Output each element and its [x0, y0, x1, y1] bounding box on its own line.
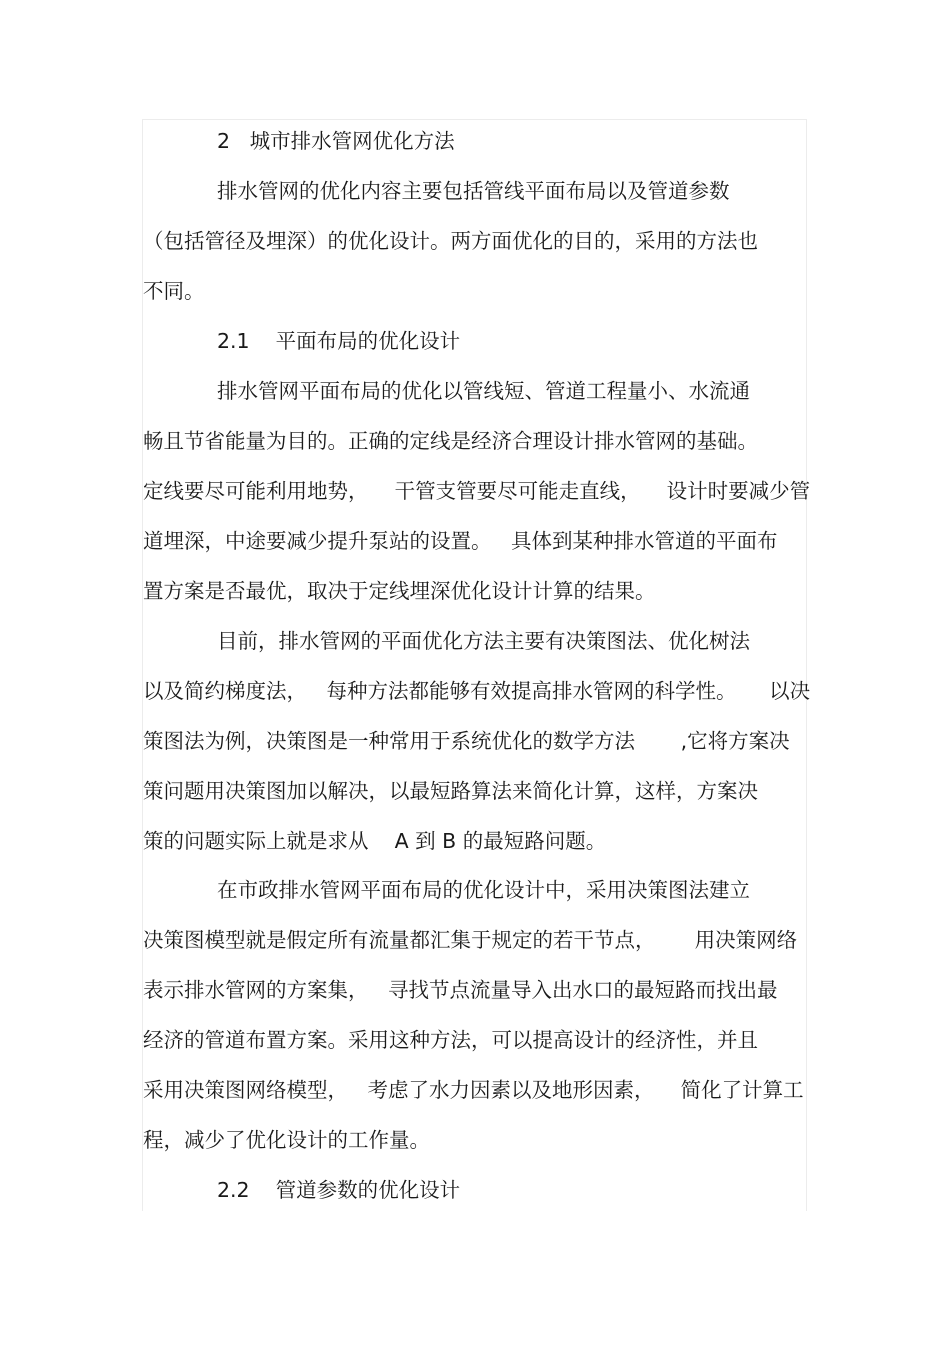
section-heading-2-1: 2.1 平面布局的优化设计: [217, 329, 461, 353]
paragraph-line: 程，减少了优化设计的工作量。: [143, 1128, 430, 1152]
paragraph-line: 不同。: [143, 279, 205, 303]
paragraph-line: 排水管网平面布局的优化以管线短、管道工程量小、水流通: [217, 379, 750, 403]
paragraph-line: 定线要尽可能利用地势， 干管支管要尽可能走直线， 设计时要减少管: [143, 479, 811, 503]
paragraph-line: 置方案是否最优，取决于定线埋深优化设计计算的结果。: [143, 579, 656, 603]
paragraph-line: 在市政排水管网平面布局的优化设计中，采用决策图法建立: [217, 878, 750, 902]
paragraph-line: 目前，排水管网的平面优化方法主要有决策图法、优化树法: [217, 629, 750, 653]
paragraph-line: 经济的管道布置方案。采用这种方法，可以提高设计的经济性，并且: [143, 1028, 758, 1052]
paragraph-line: （包括管径及埋深）的优化设计。两方面优化的目的，采用的方法也: [143, 229, 758, 253]
paragraph-line: 采用决策图网络模型， 考虑了水力因素以及地形因素， 简化了计算工: [143, 1078, 804, 1102]
paragraph-line: 策问题用决策图加以解决，以最短路算法来简化计算，这样，方案决: [143, 779, 758, 803]
paragraph-line: 决策图模型就是假定所有流量都汇集于规定的若干节点， 用决策网络: [143, 928, 798, 952]
paragraph-line: 道埋深，中途要减少提升泵站的设置。 具体到某种排水管道的平面布: [143, 529, 778, 553]
paragraph-line: 表示排水管网的方案集， 寻找节点流量导入出水口的最短路而找出最: [143, 978, 778, 1002]
paragraph-line: 策的问题实际上就是求从 A 到 B 的最短路问题。: [143, 829, 607, 853]
paragraph-line: 策图法为例，决策图是一种常用于系统优化的数学方法 ,它将方案决: [143, 729, 790, 753]
section-heading-2-2: 2.2 管道参数的优化设计: [217, 1178, 461, 1202]
section-heading-2: 2 城市排水管网优化方法: [217, 129, 455, 153]
paragraph-line: 以及简约梯度法， 每种方法都能够有效提高排水管网的科学性。 以决: [143, 679, 811, 703]
paragraph-line: 排水管网的优化内容主要包括管线平面布局以及管道参数: [217, 179, 730, 203]
paragraph-line: 畅且节省能量为目的。正确的定线是经济合理设计排水管网的基础。: [143, 429, 758, 453]
